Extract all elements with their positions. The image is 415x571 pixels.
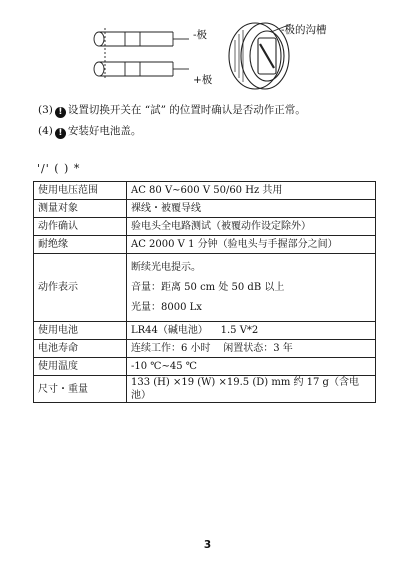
warning-icon: ! bbox=[55, 128, 66, 139]
page-number: 3 bbox=[203, 539, 212, 551]
table-row bbox=[34, 200, 376, 218]
spec-key: 使用电压范围 bbox=[34, 182, 127, 200]
table-row bbox=[34, 376, 376, 403]
spec-value: 133 (H) ×19 (W) ×19.5 (D) mm 约 17 g（含电池） bbox=[127, 376, 376, 403]
specifications-table bbox=[33, 181, 376, 403]
spec-key: 动作表示 bbox=[34, 254, 127, 322]
step-number: (4) bbox=[38, 125, 53, 137]
negative-groove-label: -极的沟槽 bbox=[281, 24, 327, 36]
spec-key: 动作确认 bbox=[34, 218, 127, 236]
table-row bbox=[34, 254, 376, 322]
step-text: 设置切换开关在 “試” 的位置时确认是否动作正常。 bbox=[67, 104, 306, 116]
step-3 bbox=[38, 104, 306, 118]
spec-key: 测量对象 bbox=[34, 200, 127, 218]
section-title: '/' ( ) * bbox=[37, 162, 81, 175]
spec-value: -10 ℃∼45 ℃ bbox=[127, 358, 376, 376]
spec-key: 耐绝缘 bbox=[34, 236, 127, 254]
spec-value: 裸线・被覆导线 bbox=[127, 200, 376, 218]
spec-value: 连续工作：6 小时 闲置状态：3 年 bbox=[127, 340, 376, 358]
spec-value: AC 80 V∼600 V 50/60 Hz 共用 bbox=[127, 182, 376, 200]
step-text: 安装好电池盖。 bbox=[67, 125, 142, 137]
table-row bbox=[34, 218, 376, 236]
table-row bbox=[34, 236, 376, 254]
battery-diagram bbox=[85, 10, 340, 95]
step-number: (3) bbox=[38, 104, 53, 116]
spec-key: 尺寸・重量 bbox=[34, 376, 127, 403]
battery-illustration bbox=[85, 10, 340, 95]
spec-key: 电池寿命 bbox=[34, 340, 127, 358]
spec-value: LR44（碱电池） 1.5 V*2 bbox=[127, 322, 376, 340]
warning-icon: ! bbox=[55, 107, 66, 118]
table-row bbox=[34, 322, 376, 340]
spec-key: 使用温度 bbox=[34, 358, 127, 376]
table-row bbox=[34, 358, 376, 376]
spec-key: 使用电池 bbox=[34, 322, 127, 340]
table-row bbox=[34, 340, 376, 358]
spec-value: 验电头全电路测试（被覆动作设定除外） bbox=[127, 218, 376, 236]
minus-terminal-label: -极 bbox=[193, 29, 208, 41]
spec-value: AC 2000 V 1 分钟（验电头与手握部分之间） bbox=[127, 236, 376, 254]
step-4 bbox=[38, 125, 141, 139]
table-row bbox=[34, 182, 376, 200]
plus-terminal-label: +极 bbox=[193, 74, 213, 86]
spec-value: 断续光电提示。 音量：距离 50 cm 处 50 dB 以上 光量：8000 Lx bbox=[127, 254, 376, 322]
